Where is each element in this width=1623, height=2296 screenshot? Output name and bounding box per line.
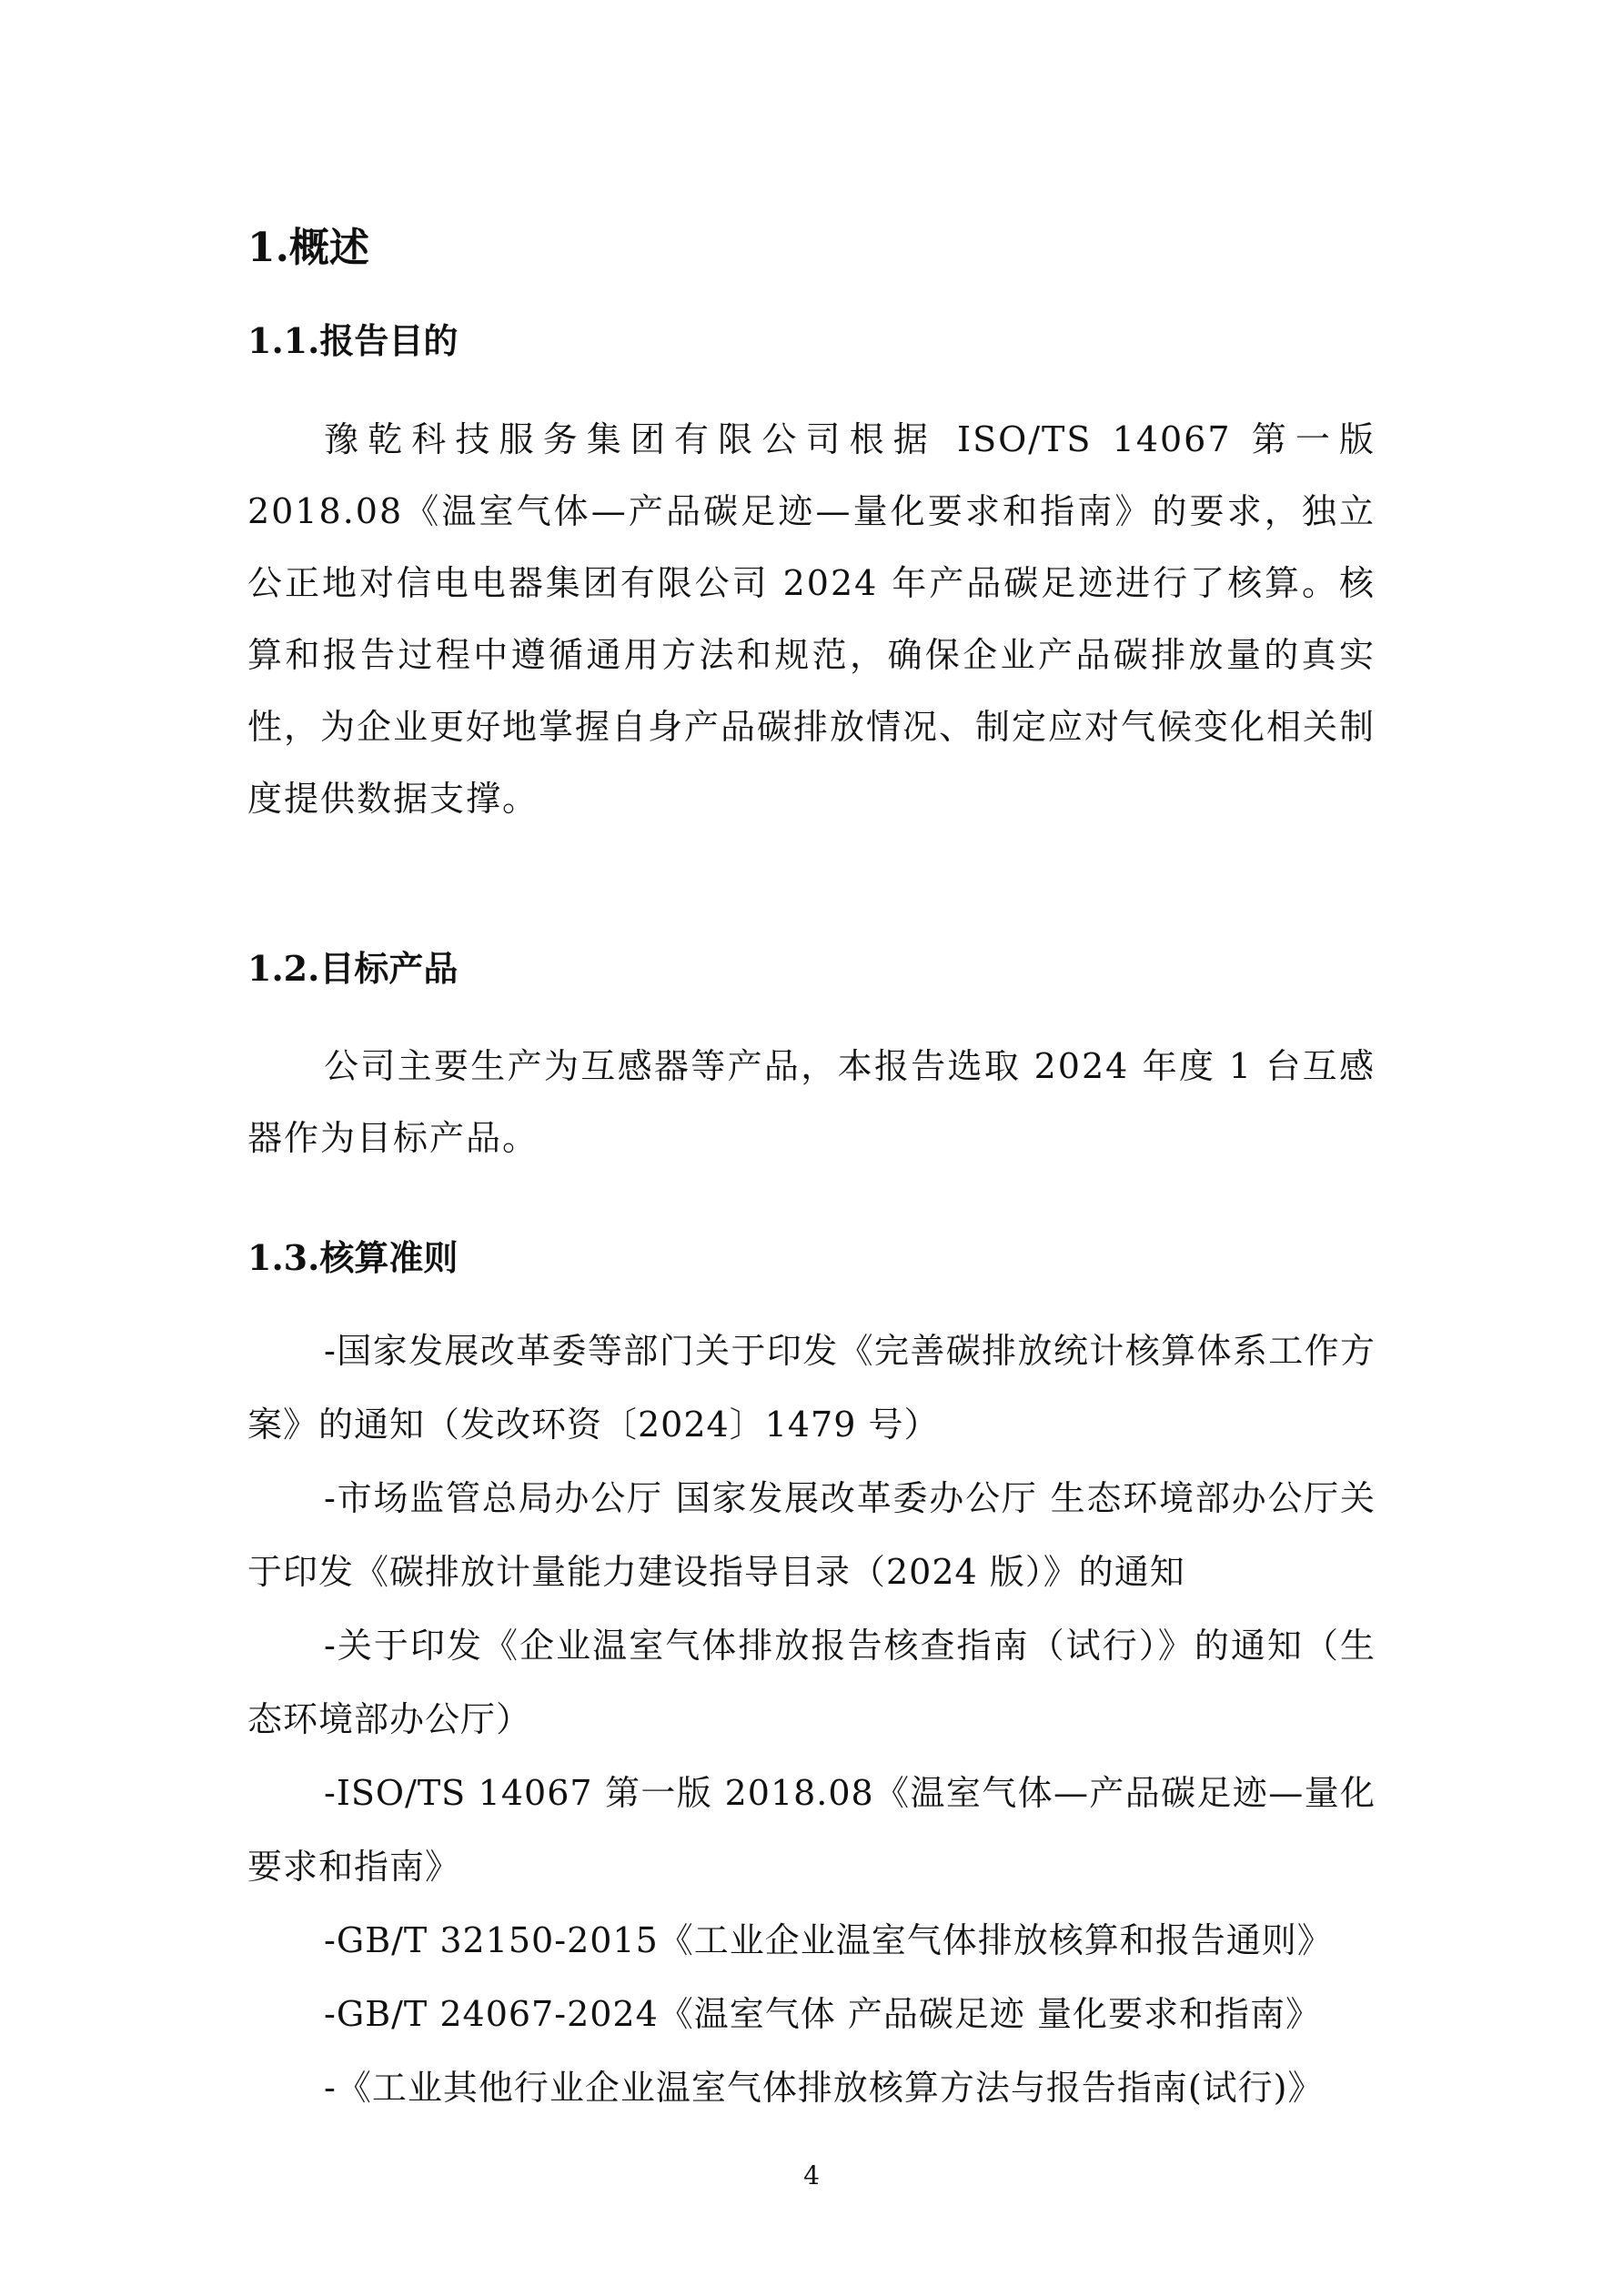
heading-target-product: 1.2.目标产品 [247,948,459,989]
reference-item: -GB/T 24067-2024《温室气体 产品碳足迹 量化要求和指南》 [324,1994,1321,2034]
reference-item: -市场监管总局办公厅 国家发展改革委办公厅 生态环境部办公厅关于印发《碳排放计量能力建设指导目录（2024 版）》的通知 [247,1478,1376,1592]
reference-item: -《工业其他行业企业温室气体排放核算方法与报告指南(试行)》 [324,2068,1324,2108]
reference-item: -GB/T 32150-2015《工业企业温室气体排放核算和报告通则》 [324,1920,1333,1960]
heading-report-purpose: 1.1.报告目的 [247,320,459,361]
heading-accounting-criteria: 1.3.核算准则 [247,1237,459,1278]
paragraph-report-purpose: 豫乾科技服务集团有限公司根据 ISO/TS 14067 第一版 2018.08《温室气体—产品碳足迹—量化要求和指南》的要求，独立公正地对信电电器集团有限公司 2024 年产品碳足迹进行了核算。核算和报告过程中遵循通用方法和规范，确保企业产品碳排放量的真实性，为企业更好地掌握自身产品碳排放情况、制定应对气候变化相关制度提供数据支撑。 [247,419,1376,819]
reference-item: -ISO/TS 14067 第一版 2018.08《温室气体—产品碳足迹—量化要求和指南》 [247,1773,1376,1887]
section-title-overview: 1.概述 [247,225,369,271]
reference-item: -关于印发《企业温室气体排放报告核查指南（试行）》的通知（生态环境部办公厅） [247,1626,1376,1739]
paragraph-target-product: 公司主要生产为互感器等产品，本报告选取 2024 年度 1 台互感器作为目标产品。 [247,1046,1376,1158]
reference-item: -国家发展改革委等部门关于印发《完善碳排放统计核算体系工作方案》的通知（发改环资〔2024〕1479 号） [247,1331,1376,1445]
page-number: 4 [803,2160,820,2190]
